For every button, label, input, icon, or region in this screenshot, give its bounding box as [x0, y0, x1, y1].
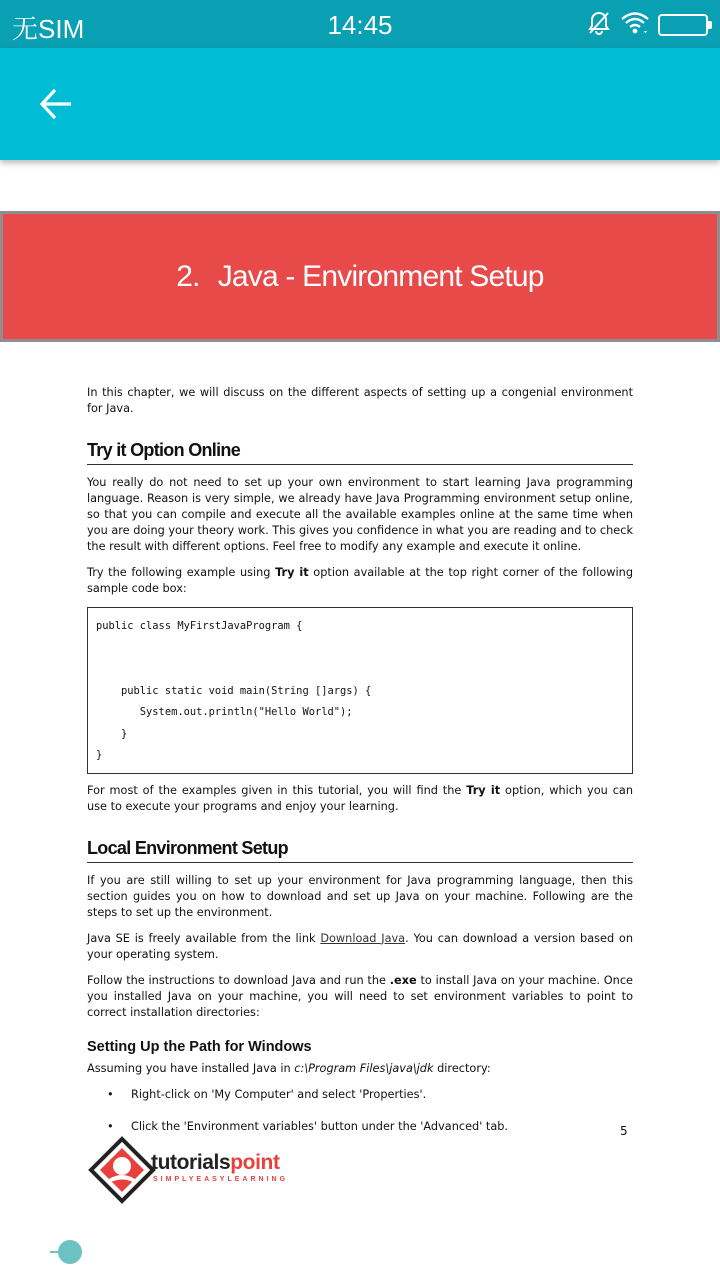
status-icons: [586, 12, 708, 38]
try-it-paragraph-3: [87, 783, 633, 815]
logo-emblem-icon: [87, 1135, 157, 1205]
list-item: • Right-click on 'My Computer' and select 'Properties'.: [87, 1087, 633, 1103]
wifi-icon: [620, 10, 650, 40]
try-it-paragraph-2: [87, 565, 633, 597]
section-heading-local-setup: Local Environment Setup: [87, 837, 633, 863]
chapter-title-text: Java - Environment Setup: [217, 259, 544, 293]
alarm-off-icon: [586, 10, 612, 40]
chapter-title: [176, 260, 543, 294]
logo-tagline: SIMPLYEASYLEARNING: [153, 1176, 289, 1183]
text-segment: directory:: [433, 1061, 491, 1075]
text-segment: to install Java on your machine. Once you installed Java on your machine, you will need to set environment variables to point to correct installation directories:: [87, 973, 633, 1019]
code-sample-box: public class MyFirstJavaProgram { public static void main(String []args) { System.out.println("Hello World"); } }: [87, 607, 633, 774]
text-segment: Follow the instructions to download Java and run the: [87, 973, 390, 987]
try-it-paragraph-1: You really do not need to set up your own environment to start learning Java programming language. Reason is very simple, we already have Java Programming environment setup online, so that you can compile and execute all the available examples online at the same time when you are doing your theory work. This gives you confidence in what you are reading and to check the result with different options. Feel free to modify any example and execute it online.: [87, 476, 633, 553]
text-segment: option, which you can use to execute your programs and enjoy your learning.: [87, 783, 634, 813]
status-time: 14:45: [327, 10, 393, 40]
arrow-back-icon: [38, 86, 74, 122]
logo-word-1: tutorials: [151, 1151, 231, 1174]
italic-path: c:\Program Files\java\jdk: [294, 1061, 434, 1075]
local-setup-paragraph-2: [87, 931, 633, 963]
text-segment: Try the following example using: [87, 566, 276, 579]
chapter-number: 2.: [176, 259, 200, 293]
battery-icon: [658, 14, 708, 36]
download-java-link[interactable]: Download Java: [320, 931, 406, 945]
text-segment: Assuming you have installed Java in: [87, 1061, 295, 1075]
section-heading-try-it: Try it Option Online: [87, 439, 633, 465]
local-setup-paragraph-1: If you are still willing to set up your environment for Java programming language, then this section guides you on how to download and set up Java on your machine. Following are the steps to set up the environment.: [87, 873, 633, 919]
bold-exe: .exe: [389, 973, 417, 987]
tutorialspoint-logo: [87, 1135, 327, 1205]
bold-try-it: Try it: [275, 566, 309, 579]
logo-word-2: point: [230, 1151, 280, 1174]
app-bar: [0, 48, 720, 160]
steps-list: [87, 1087, 633, 1135]
text-segment: For most of the examples given in this tutorial, you will find the: [87, 783, 467, 797]
text-segment: option available at the top right corner of the following sample code box:: [87, 566, 633, 595]
local-setup-paragraph-3: [87, 973, 633, 1021]
back-button[interactable]: [28, 76, 84, 132]
list-item: • Click the 'Environment variables' button under the 'Advanced' tab.: [87, 1119, 633, 1135]
document-page: [87, 385, 633, 1151]
scroll-handle[interactable]: [50, 1240, 82, 1264]
status-bar: [0, 0, 720, 48]
text-segment: . You can download a version based on your operating system.: [87, 931, 633, 961]
scroll-handle-knob: [58, 1240, 82, 1264]
carrier-label: 无SIM: [12, 14, 85, 44]
intro-paragraph: In this chapter, we will discuss on the different aspects of setting up a congenial environment for Java.: [87, 386, 633, 415]
subsection-heading-windows-path: Setting Up the Path for Windows: [87, 1038, 312, 1055]
page-number: 5: [620, 1124, 628, 1138]
windows-path-paragraph: [87, 1061, 633, 1077]
chapter-banner: [0, 211, 720, 342]
logo-wordmark: [151, 1151, 280, 1175]
bold-try-it: Try it: [466, 783, 501, 797]
text-segment: Java SE is freely available from the link: [87, 931, 321, 945]
